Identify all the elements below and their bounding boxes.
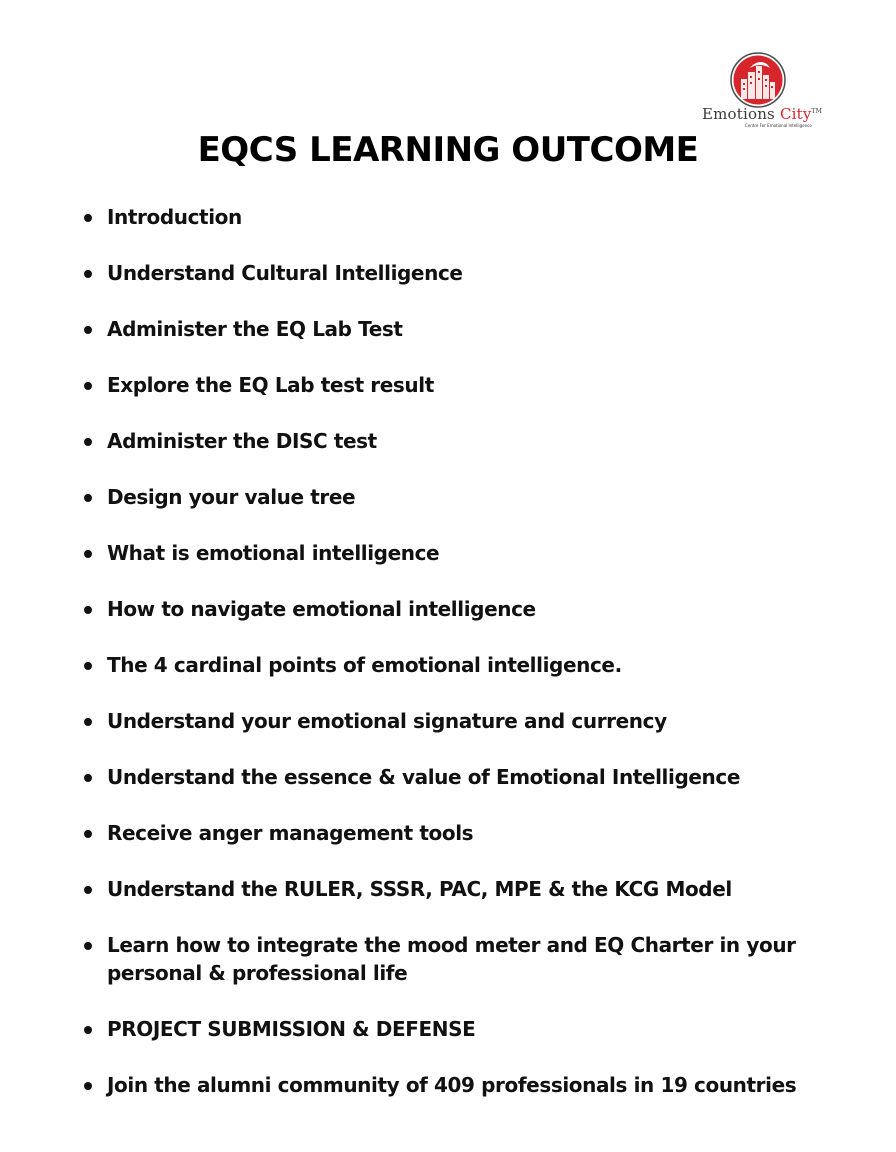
list-item xyxy=(80,315,840,343)
bullet-icon xyxy=(84,718,92,726)
list-item-text: What is emotional intelligence xyxy=(107,541,440,565)
bullet-icon xyxy=(84,886,92,894)
list-item-text: Understand the essence & value of Emotional Intelligence xyxy=(107,765,741,789)
logo-wordmark xyxy=(697,105,827,123)
logo-trademark: TM xyxy=(811,108,823,115)
bullet-icon xyxy=(84,606,92,614)
list-item-text: How to navigate emotional intelligence xyxy=(107,597,536,621)
list-item xyxy=(80,539,840,567)
emotions-city-logo xyxy=(697,50,827,130)
list-item xyxy=(80,259,840,287)
bullet-icon xyxy=(84,438,92,446)
bullet-icon xyxy=(84,494,92,502)
list-item xyxy=(80,931,840,987)
logo-tagline: Centre For Emotional Intelligence xyxy=(745,123,812,128)
city-skyline-icon xyxy=(730,52,786,108)
list-item-text: PROJECT SUBMISSION & DEFENSE xyxy=(107,1017,476,1041)
list-item-text: Understand your emotional signature and currency xyxy=(107,709,667,733)
bullet-icon xyxy=(84,550,92,558)
list-item-text: Administer the DISC test xyxy=(107,429,377,453)
bullet-icon xyxy=(84,942,92,950)
bullet-icon xyxy=(84,1026,92,1034)
list-item xyxy=(80,427,840,455)
list-item xyxy=(80,819,840,847)
bullet-icon xyxy=(84,774,92,782)
list-item xyxy=(80,595,840,623)
logo-word-emotions: Emotions xyxy=(701,105,780,123)
list-item-text: The 4 cardinal points of emotional intelligence. xyxy=(107,653,622,677)
list-item-text: Understand the RULER, SSSR, PAC, MPE & the KCG Model xyxy=(107,877,732,901)
list-item xyxy=(80,763,840,791)
bullet-icon xyxy=(84,270,92,278)
bullet-icon xyxy=(84,382,92,390)
list-item-text: Receive anger management tools xyxy=(107,821,474,845)
list-item xyxy=(80,651,840,679)
list-item xyxy=(80,483,840,511)
list-item-text: Explore the EQ Lab test result xyxy=(107,373,434,397)
list-item-text: Join the alumni community of 409 professionals in 19 countries xyxy=(107,1073,797,1097)
list-item-text: Administer the EQ Lab Test xyxy=(107,317,403,341)
list-item-text: Understand Cultural Intelligence xyxy=(107,261,463,285)
learning-outcomes-list xyxy=(80,203,840,1127)
bullet-icon xyxy=(84,830,92,838)
list-item xyxy=(80,203,840,231)
list-item xyxy=(80,875,840,903)
list-item-text: Design your value tree xyxy=(107,485,356,509)
logo-word-city: City xyxy=(779,105,812,123)
list-item xyxy=(80,1015,840,1043)
bullet-icon xyxy=(84,214,92,222)
bullet-icon xyxy=(84,662,92,670)
list-item-text: Learn how to integrate the mood meter and EQ Charter in your personal & professional life xyxy=(107,933,796,985)
bullet-icon xyxy=(84,1082,92,1090)
list-item xyxy=(80,1071,840,1099)
list-item xyxy=(80,371,840,399)
list-item xyxy=(80,707,840,735)
list-item-text: Introduction xyxy=(107,205,242,229)
bullet-icon xyxy=(84,326,92,334)
page-title: EQCS LEARNING OUTCOME xyxy=(197,130,699,170)
